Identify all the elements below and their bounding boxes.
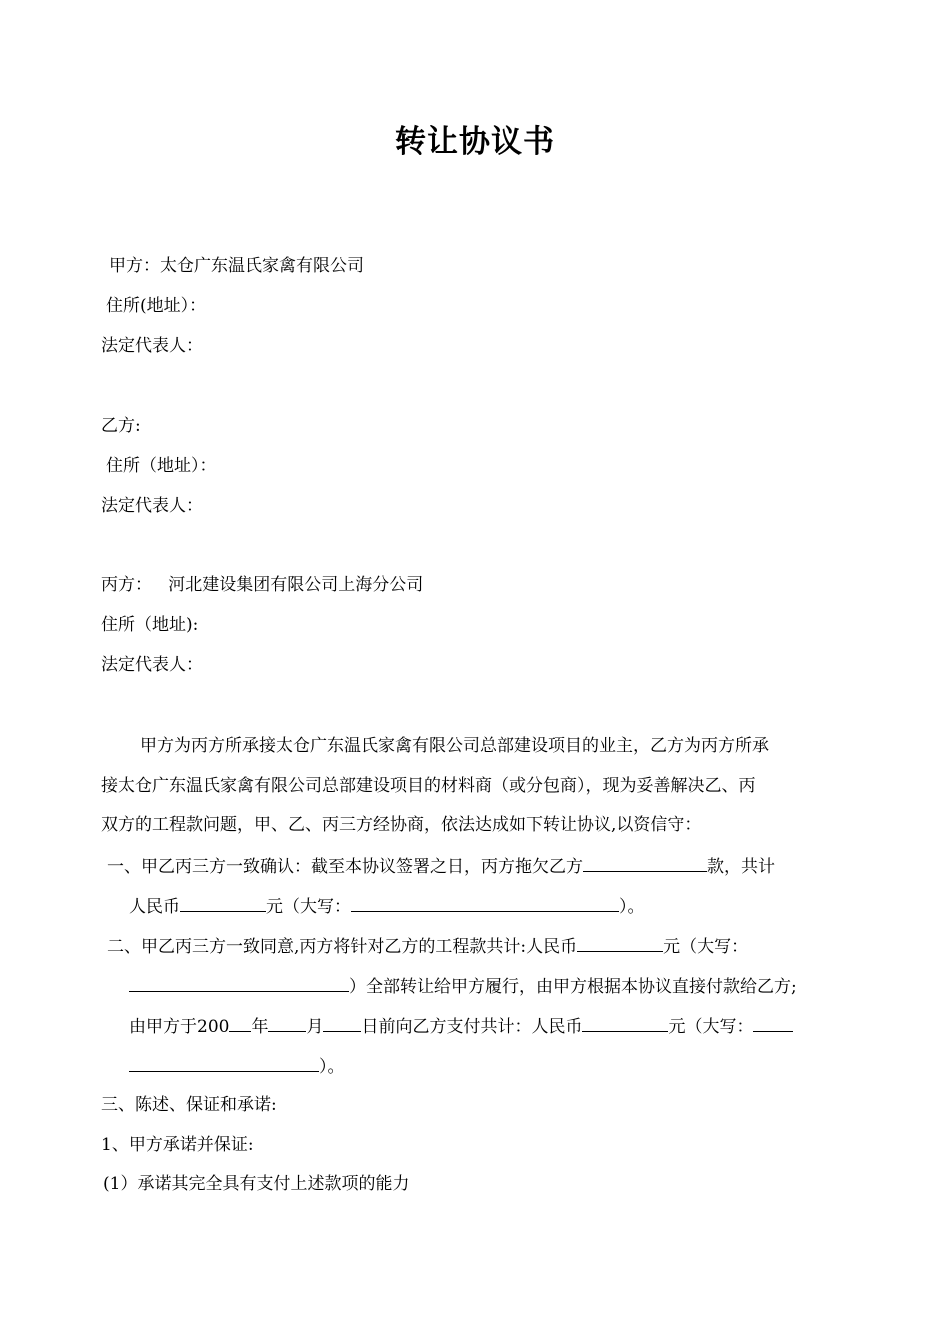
party-a-rep-label: 法定代表人： bbox=[101, 336, 203, 356]
clause-2-text-g: 日前向乙方支付共计：人民币 bbox=[361, 1017, 583, 1037]
clause-1-text-d: 元（大写： bbox=[266, 897, 351, 917]
item-1-1: (1）承诺其完全具有支付上述款项的能力 bbox=[103, 1174, 410, 1194]
item-1-heading: 1、甲方承诺并保证: bbox=[101, 1135, 254, 1155]
party-b-line: 乙方: bbox=[101, 416, 141, 436]
clause-2-text-a: 二、甲乙丙三方一致同意,丙方将针对乙方的工程款共计:人民币 bbox=[107, 937, 578, 957]
payment-words-blank bbox=[129, 1053, 319, 1072]
day-blank bbox=[323, 1013, 361, 1032]
clause-2-text-i: ）。 bbox=[319, 1057, 345, 1077]
amount-in-words-blank bbox=[351, 893, 619, 912]
payment-words-blank-start bbox=[753, 1013, 793, 1032]
clause-2-line-2 bbox=[129, 973, 797, 999]
intro-line-3: 双方的工程款问题，甲、乙、丙三方经协商，依法达成如下转让协议,以资信守： bbox=[101, 815, 702, 835]
transfer-amount-blank bbox=[577, 933, 663, 952]
clause-2-text-b: 元（大写： bbox=[663, 937, 749, 957]
clause-1-text-e: ）。 bbox=[619, 897, 645, 917]
clause-1-text-c: 人民币 bbox=[129, 897, 180, 917]
clause-2-text-f: 月 bbox=[306, 1017, 324, 1037]
party-b-rep-label: 法定代表人： bbox=[101, 496, 203, 516]
intro-line-1: 甲方为丙方所承接太仓广东温氏家禽有限公司总部建设项目的业主，乙方为丙方所承 bbox=[140, 736, 769, 756]
party-b-address-label: 住所（地址）： bbox=[106, 456, 217, 476]
clause-2-line-1 bbox=[107, 933, 748, 959]
clause-2-line-4 bbox=[129, 1053, 345, 1079]
clause-2-line-3 bbox=[129, 1013, 793, 1039]
clause-2-text-h: 元（大写： bbox=[668, 1017, 754, 1037]
party-c-address-label: 住所（地址): bbox=[101, 615, 199, 635]
intro-line-2: 接太仓广东温氏家禽有限公司总部建设项目的材料商（或分包商），现为妥善解决乙、丙 bbox=[101, 776, 756, 796]
document-title: 转让协议书 bbox=[395, 124, 555, 160]
clause-2-text-d: 由甲方于200 bbox=[129, 1017, 230, 1037]
year-blank bbox=[229, 1013, 251, 1032]
clause-1-line-1 bbox=[107, 853, 775, 879]
clause-2-text-e: 年 bbox=[251, 1017, 269, 1037]
clause-1-line-2 bbox=[129, 893, 645, 919]
party-c-rep-label: 法定代表人： bbox=[101, 655, 203, 675]
party-a-address-label: 住所(地址）： bbox=[106, 296, 207, 316]
transfer-words-blank bbox=[129, 973, 349, 992]
month-blank bbox=[268, 1013, 306, 1032]
clause-2-text-c: ）全部转让给甲方履行，由甲方根据本协议直接付款给乙方; bbox=[349, 977, 797, 997]
rmb-amount-blank bbox=[180, 893, 266, 912]
party-a-line: 甲方：太仓广东温氏家禽有限公司 bbox=[109, 256, 364, 276]
payment-amount-blank bbox=[582, 1013, 668, 1032]
clause-1-text-b: 款，共计 bbox=[707, 857, 775, 877]
clause-1-text-a: 一、甲乙丙三方一致确认：截至本协议签署之日，丙方拖欠乙方 bbox=[107, 857, 583, 877]
section-3-heading: 三、陈述、保证和承诺: bbox=[101, 1095, 277, 1115]
party-c-line: 丙方： 河北建设集团有限公司上海分公司 bbox=[101, 575, 424, 595]
amount-blank bbox=[583, 853, 707, 872]
